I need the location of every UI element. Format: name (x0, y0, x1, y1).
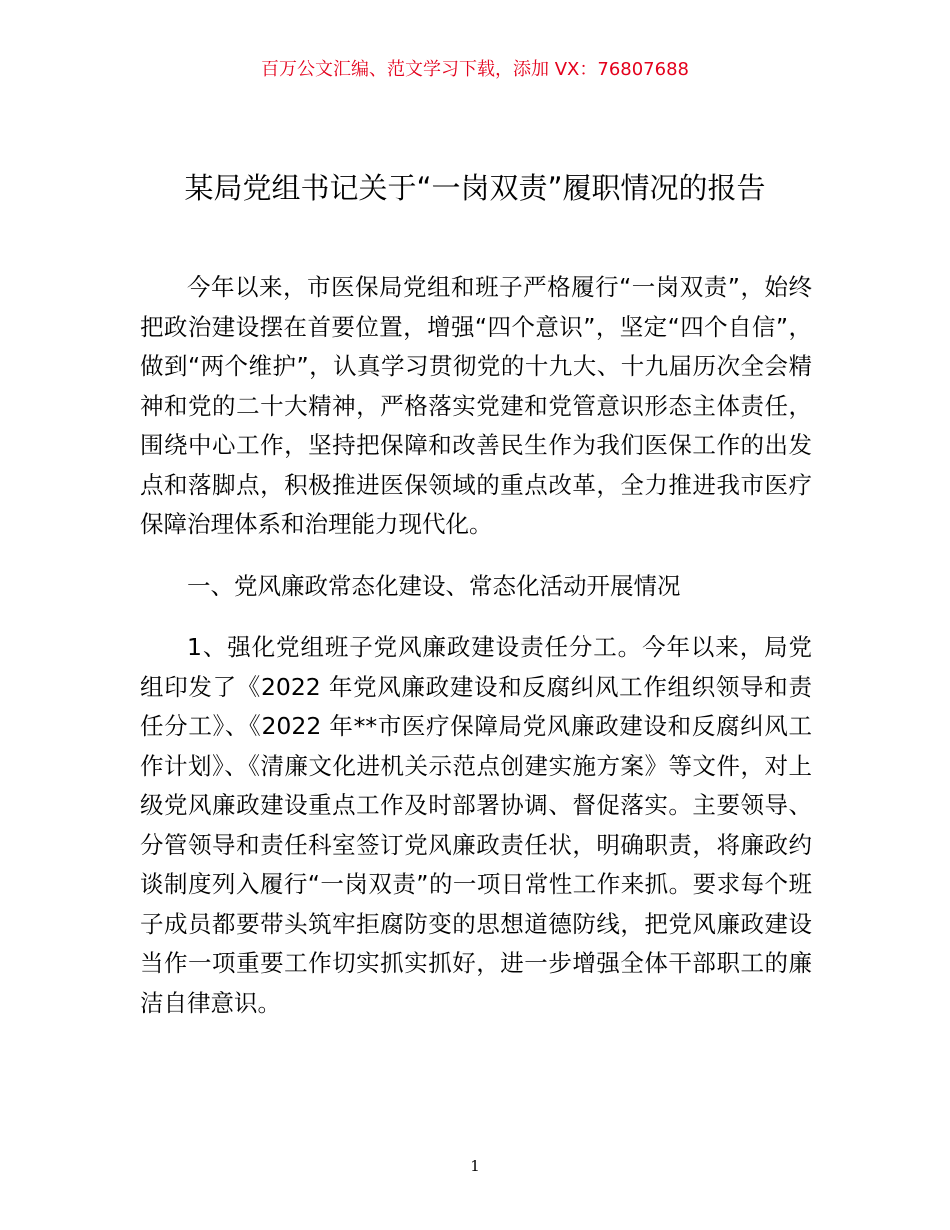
header-note: 百万公文汇编、范文学习下载，添加 VX：76807688 (261, 59, 689, 80)
document-body (140, 268, 812, 1023)
intro-paragraph: 今年以来，市医保局党组和班子严格履行“一岗双责”，始终把政治建设摆在首要位置，增强“四个意识”，坚定“四个自信”，做到“两个维护”，认真学习贯彻党的十九大、十九届历次全会精神和党的二十大精神，严格落实党建和党管意识形态主体责任，围绕中心工作，坚持把保障和改善民生作为我们医保工作的出发点和落脚点，积极推进医保领域的重点改革，全力推进我市医疗保障治理体系和治理能力现代化。 (140, 273, 812, 538)
section-item-paragraph: 1、强化党组班子党风廉政建设责任分工。今年以来，局党组印发了《2022 年党风廉政建设和反腐纠风工作组织领导和责任分工》、《2022 年**市医疗保障局党风廉政建设和反腐纠风工作计划》、《清廉文化进机关示范点创建实施方案》等文件，对上级党风廉政建设重点工作及时部署协调、督促落实。主要领导、分管领导和责任科室签订党风廉政责任状，明确职责，将廉政约谈制度列入履行“一岗双责”的一项日常性工作来抓。要求每个班子成员都要带头筑牢拒腐防变的思想道德防线，把党风廉政建设当作一项重要工作切实抓实抓好，进一步增强全体干部职工的廉洁自律意识。 (140, 633, 812, 1017)
section-heading: 一、党风廉政常态化建设、常态化活动开展情况 (187, 571, 681, 600)
page-number: 1 (470, 1157, 480, 1175)
document-title: 某局党组书记关于“一岗双责”履职情况的报告 (184, 171, 766, 205)
